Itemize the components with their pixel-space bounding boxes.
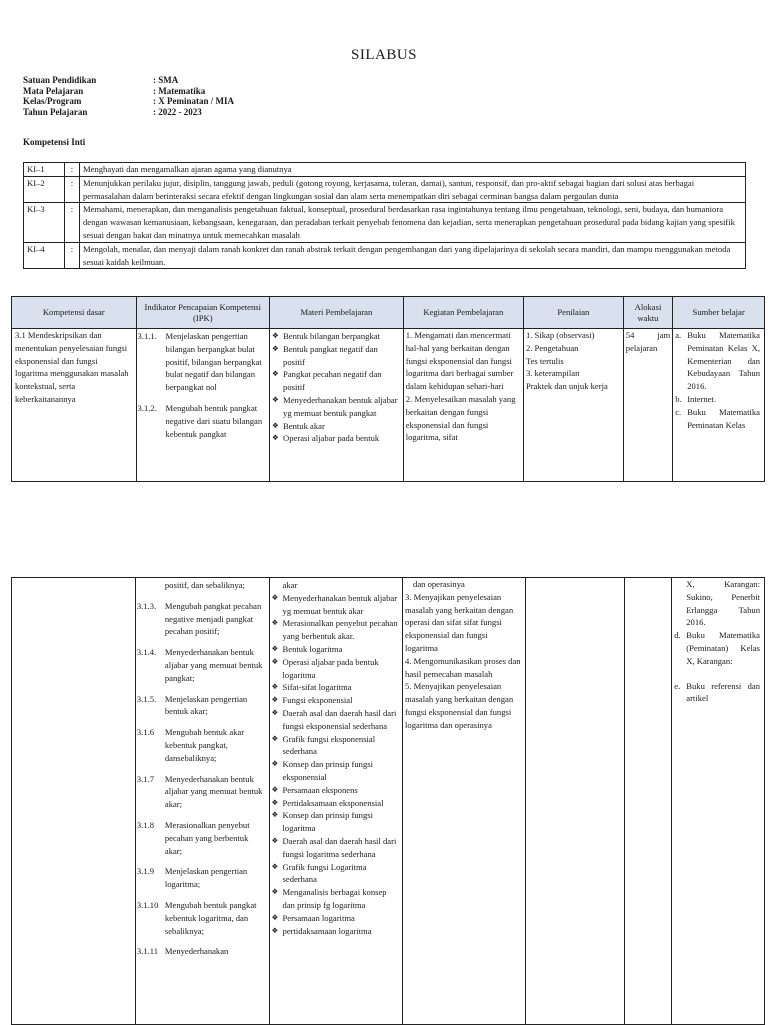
ipk-number: 3.1.3. [136,600,157,611]
ki-sep: : [65,163,80,177]
sumber-item [675,393,760,406]
ipk-text: Menyederhanakan bentuk aljabar yang memuat bentuk pangkat; [164,647,263,683]
penilaian-item: Tes tertulis [525,355,564,366]
ipk-cell [136,329,270,482]
materi-item: ❖ Sifat-sifat logaritma [283,681,400,694]
materi-item: ❖ Operasi aljabar pada bentuk logaritma [283,656,400,682]
kd-cell: 3.1 Mendeskripsikan dan menentukan penyelesaian fungsi eksponensial dan fungsi logaritma menggunakan masalah kontekstual, serta keberkaitanannya [12,329,137,482]
sumber-text: Buku referensi dan artikel [686,680,760,704]
info-row [23,75,234,86]
materi-item: ❖ Grafik fungsi Logaritma sederhana [283,861,400,887]
ipk-number: 3.1.10 [136,899,159,910]
ipk-number: 3.1.1. [137,331,157,341]
ki-code: KI–4 [24,242,65,269]
materi-item: ❖ Konsep dan prinsip fungsi logaritma [283,809,400,835]
syllabus-table-page-2 [11,577,765,1025]
info-label: Mata Pelajaran [23,85,84,96]
sumber-item [674,578,760,629]
sumber-item [675,406,760,432]
penilaian-item: 1. Sikap (observasi) [525,330,595,340]
info-label: Kelas/Program [23,96,82,106]
ki-row [24,176,746,203]
sumber-text: Buku Matematika (Peminatan) Kelas X, Karangan: [686,630,760,666]
kegiatan-item: 4. Mengomunikasikan proses dan hasil pemecahan masalah [405,655,521,679]
ipk-text: Merasionalkan penyebut pecahan yang berbentuk akar; [164,819,250,856]
ipk-item [138,330,267,394]
materi-cell [269,578,403,1025]
header-penilaian: Penilaian [523,297,623,329]
materi-item: ❖ Grafik fungsi eksponensial sederhana [283,733,400,759]
ki-code: KI–3 [24,203,65,242]
ki-text: Menghayati dan mengamalkan ajaran agama yang dianutnya [80,163,746,177]
header-alokasi: Alokasi waktu [623,297,672,329]
kegiatan-continuation: dan operasinya [413,579,465,589]
ki-row [24,203,746,242]
materi-item: ❖ Bentuk akar [283,420,400,433]
sumber-letter: c. [675,406,682,417]
info-label: Satuan Pendidikan [23,75,97,85]
kegiatan-cell [403,329,523,482]
penilaian-item: Praktek dan unjuk kerja [525,381,608,392]
sumber-text: Internet. [687,393,717,404]
kegiatan-item: 2. Menyelesaikan masalah yang berkaitan dengan fungsi eksponensial dan fungsi logaritma, sifat [405,393,516,443]
sumber-cell [673,329,765,482]
info-row [23,96,234,107]
materi-cell [270,329,404,482]
ipk-number: 3.1.8 [136,819,155,830]
ki-sep: : [65,242,80,269]
kegiatan-item: 3. Menyajikan penyelesaian masalah yang berkaitan dengan operasi dan sifat sifat fungsi eksponensial dan fungsi logaritma [405,591,514,653]
ipk-item [137,646,266,684]
table-row [12,329,765,482]
ipk-item [137,865,266,891]
materi-item: ❖ Daerah asal dan daerah hasil dari fungsi logaritma sederhana [283,835,400,861]
kegiatan-cell [403,578,526,1025]
header-sumber: Sumber belajar [673,297,765,329]
sumber-text: Buku Matematika Peminatan Kelas X, Kementerian dan Kebudayaan Tahun 2016. [687,330,760,392]
materi-item: ❖ Bentuk pangkat negatif dan positif [283,343,400,369]
ipk-number: 3.1.4. [136,647,157,658]
ipk-number: 3.1.5. [136,693,157,704]
alokasi-cell [624,578,672,1025]
ipk-text: Mengubah bentuk pangkat negative dari suatu bilangan kebentuk pangkat [165,402,263,439]
materi-continuation: akar [282,580,298,590]
ipk-text: Menyederhanakan [164,946,229,957]
materi-item: ❖ Bentuk bilangan berpangkat [283,330,400,343]
info-value: : SMA [153,75,179,85]
info-row [23,86,234,97]
info-row [23,107,234,118]
ipk-item [137,819,266,857]
syllabus-table-page-1 [11,296,765,482]
ipk-text: Mengubah pangkat pecahan negative menjadi pangkat pecahan positif; [164,600,262,637]
page-title: SILABUS [350,47,417,63]
kegiatan-item: 5. Menyajikan penyelesaian masalah yang berkaitan dengan fungsi eksponensial dan fungsi logaritma dan operasinya [405,681,514,730]
ki-table [23,162,746,269]
info-value: : X Peminatan / MIA [153,96,234,106]
ipk-text: Menyederhanakan bentuk aljabar yang memuat bentuk akar; [164,773,263,810]
ipk-text: Mengubah bentuk akar kebentuk pangkat, dansebaliknya; [164,727,245,763]
info-label: Tahun Pelajaran [23,106,88,117]
kd-cell [12,578,136,1025]
ipk-item [137,693,266,719]
ipk-text: Menjelaskan pengertian bentuk akar; [164,693,248,717]
penilaian-item: 3. keterampilan [525,368,580,379]
ipk-text: Menjelaskan pengertian logaritma; [164,866,248,890]
ki-row [24,163,746,177]
ipk-item [137,945,266,958]
penilaian-item: 2. Pengetahuan [525,342,579,353]
materi-item: ❖ Fungsi eksponensial [283,694,400,707]
ki-sep: : [65,203,80,242]
materi-item: ❖ Daerah asal dan daerah hasil dari fungsi eksponensial sederhana [283,707,400,733]
materi-item: ❖ Menganalisis berbagai konsep dan prinsip fg logaritma [283,886,400,912]
ki-text: Mengolah, menalar, dan menyaji dalam ranah konkret dan ranah abstrak terkait dengan pengembangan dari yang dipelajarinya di sekolah secara mandiri, dan mampu menggunakan metoda sesuai kaidah keilmuan. [80,242,746,269]
header-row [12,297,765,329]
materi-item: ❖ pertidaksamaan logaritma [283,925,400,938]
sumber-letter: d. [674,630,681,641]
sumber-item [674,680,760,706]
ipk-item [138,402,267,440]
ipk-number: 3.1.6 [136,727,155,738]
ipk-cell [135,578,269,1025]
materi-item: ❖ Menyederhanakan bentuk aljabar yg memuat bentuk akar [283,592,400,618]
ki-text: Menunjukkan perilaku jujur, disiplin, tanggung jawab, peduli (gotong royong, kerjasama, toleran, damai), santun, responsif, dan pro-aktif sebagai bagian dari solusi atas berbagai permasalahan dalam berinteraksi secara efektif dengan lingkungan sosial dan alam serta menempatkan diri sebagai cerminan bangsa dalam pergaulan dunia [80,176,746,203]
header-materi: Materi Pembelajaran [270,297,404,329]
ipk-item [137,726,266,764]
ipk-item [137,579,266,592]
header-ipk: Indikator Pencapaian Kompetensi (IPK) [136,297,270,329]
materi-item: ❖ Pertidaksamaan eksponensial [283,797,400,810]
table-row [12,578,765,1025]
materi-item: ❖ Bentuk logaritma [283,643,400,656]
school-info [23,75,234,117]
sumber-item [674,629,760,667]
materi-item: ❖ Operasi aljabar pada bentuk [283,432,400,445]
header-kegiatan: Kegiatan Pembelajaran [403,297,523,329]
materi-item: ❖ Persamaan logaritma [283,912,400,925]
penilaian-cell [523,329,623,482]
ki-sep: : [65,176,80,203]
sumber-letter: a. [675,330,682,340]
sumber-item [675,329,760,393]
materi-item: ❖ Persamaan eksponens [283,784,400,797]
sumber-cell [672,578,765,1025]
alokasi-cell: 54 jam pelajaran [623,329,672,482]
kegiatan-item: 1. Mengamati dan mencermati hal-hal yang berkaitan dengan fungsi eksponensial dan fungsi logaritma dari berbagai sumber dalam kehidupan sehari-hari [405,330,514,392]
sumber-letter: e. [674,680,681,691]
ipk-number: 3.1.11 [136,946,159,957]
ipk-item [137,899,266,937]
sumber-text: X, Karangan: Sukino, Penerbit Erlangga Tahun 2016. [686,579,760,628]
ipk-item [137,773,266,811]
ki-text: Memahami, menerapkan, dan menganalisis pengetahuan faktual, konseptual, prosedural berdasarkan rasa ingintahunya tentang ilmu pengetahuan, teknologi, seni, budaya, dan humaniora dengan wawasan kemanusiaan, kebangsaan, kenegaraan, dan peradaban terkait penyebab fenomena dan kejadian, serta menerapkan pengetahuan prosedural pada bidang kajian yang spesifik sesuai dengan bakat dan minatnya untuk memecahkan masalah [80,203,746,242]
ipk-number: 3.1.9 [136,866,155,877]
info-value: : Matematika [153,85,206,96]
materi-item: ❖ Pangkat pecahan negatif dan positif [283,368,400,394]
materi-item: ❖ Merasionalkan penyebut pecahan yang berbentuk akar. [283,617,400,643]
ipk-item [137,600,266,638]
materi-item: ❖ Menyederhanakan bentuk aljabar yg memuat bentuk pangkat [283,394,400,420]
materi-item: ❖ Konsep dan prinsip fungsi eksponensial [283,758,400,784]
info-value: : 2022 - 2023 [153,106,202,117]
ki-row [24,242,746,269]
ki-code: KI–2 [24,176,65,203]
ipk-number: 3.1.2. [137,402,157,413]
ipk-text: positif, dan sebaliknya; [164,580,245,590]
ipk-text: Menjelaskan pengertian bilangan berpangkat bulat positif, bilangan berpangkat bulat negatif dan bilangan berpangkat nol [165,331,262,393]
ipk-number: 3.1.7 [136,773,155,784]
penilaian-cell [525,578,624,1025]
ki-code: KI–1 [24,163,65,177]
header-kompetensi-dasar: Kompetensi dasar [12,297,137,329]
ki-heading: Kompetensi Inti [23,137,86,147]
sumber-letter: b. [675,393,682,404]
sumber-text: Buku Matematika Peminatan Kelas [687,406,760,430]
ipk-text: Mengubah bentuk pangkat kebentuk logaritma, dan sebaliknya; [164,899,257,936]
